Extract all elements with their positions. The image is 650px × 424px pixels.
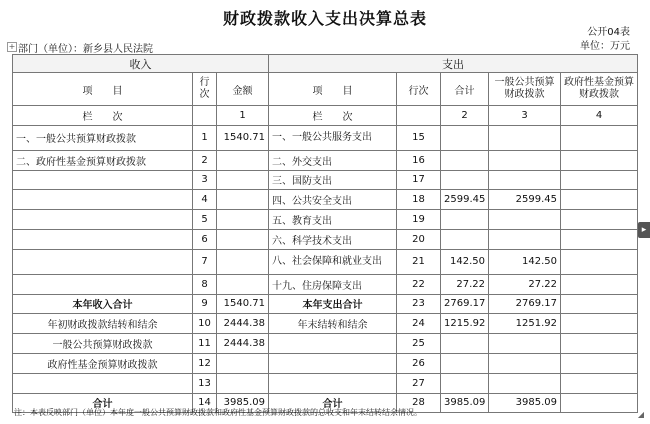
table-row xyxy=(13,294,638,314)
expense-total xyxy=(441,334,489,354)
income-item: 年初财政拨款结转和结余 xyxy=(13,314,193,334)
income-amount: 1540.71 xyxy=(217,294,269,314)
col-index-4: 4 xyxy=(561,106,638,126)
expense-item xyxy=(269,334,397,354)
income-amount xyxy=(217,274,269,294)
general-budget-amount xyxy=(489,353,561,373)
income-rowno: 4 xyxy=(193,190,217,210)
expense-item: 五、教育支出 xyxy=(269,210,397,230)
expense-item: 四、公共安全支出 xyxy=(269,190,397,210)
col-index-1: 1 xyxy=(217,106,269,126)
income-item xyxy=(13,170,193,190)
income-rowno: 11 xyxy=(193,334,217,354)
gov-fund-amount xyxy=(561,373,638,393)
expense-item: 合计 xyxy=(269,393,397,413)
income-amount-header: 金额 xyxy=(217,73,269,106)
col-label-left: 栏 次 xyxy=(13,106,193,126)
expense-rowno: 24 xyxy=(397,314,441,334)
general-budget-amount xyxy=(489,125,561,150)
expense-item: 八、社会保障和就业支出 xyxy=(269,249,397,274)
gov-fund-amount xyxy=(561,170,638,190)
table-row xyxy=(13,314,638,334)
income-item xyxy=(13,190,193,210)
income-item-header: 项 目 xyxy=(13,73,193,106)
gov-fund-amount xyxy=(561,150,638,170)
expense-item: 六、科学技术支出 xyxy=(269,229,397,249)
expense-total-header: 合计 xyxy=(441,73,489,106)
expense-total: 2769.17 xyxy=(441,294,489,314)
table-row xyxy=(13,170,638,190)
general-budget-amount: 27.22 xyxy=(489,274,561,294)
income-amount: 2444.38 xyxy=(217,334,269,354)
income-amount: 2444.38 xyxy=(217,314,269,334)
expense-total: 2599.45 xyxy=(441,190,489,210)
income-rowno: 5 xyxy=(193,210,217,230)
expense-total xyxy=(441,150,489,170)
col-index-2: 2 xyxy=(441,106,489,126)
expense-rowno: 19 xyxy=(397,210,441,230)
income-amount xyxy=(217,373,269,393)
expense-total xyxy=(441,229,489,249)
table-row xyxy=(13,210,638,230)
general-budget-amount: 3985.09 xyxy=(489,393,561,413)
general-budget-header: 一般公共预算财政拨款 xyxy=(489,73,561,106)
column-index-row xyxy=(13,106,638,126)
income-item: 政府性基金预算财政拨款 xyxy=(13,353,193,373)
income-item: 一般公共预算财政拨款 xyxy=(13,334,193,354)
form-code: 公开04表 xyxy=(587,27,630,38)
table-row xyxy=(13,274,638,294)
general-budget-amount xyxy=(489,373,561,393)
income-rowno: 14 xyxy=(193,393,217,413)
income-amount xyxy=(217,210,269,230)
income-rowno: 1 xyxy=(193,125,217,150)
section-header-row xyxy=(13,55,638,73)
income-amount xyxy=(217,190,269,210)
meta-right xyxy=(580,26,630,54)
income-rowno: 3 xyxy=(193,170,217,190)
expense-item: 二、外交支出 xyxy=(269,150,397,170)
income-item xyxy=(13,373,193,393)
expense-rowno: 17 xyxy=(397,170,441,190)
general-budget-amount xyxy=(489,334,561,354)
expense-item-header: 项 目 xyxy=(269,73,397,106)
gov-fund-amount xyxy=(561,334,638,354)
income-rowno: 12 xyxy=(193,353,217,373)
income-amount xyxy=(217,249,269,274)
income-rowno: 2 xyxy=(193,150,217,170)
expense-rowno: 22 xyxy=(397,274,441,294)
expense-rowno: 16 xyxy=(397,150,441,170)
expense-rowno: 25 xyxy=(397,334,441,354)
expense-rowno: 28 xyxy=(397,393,441,413)
expense-total: 27.22 xyxy=(441,274,489,294)
general-budget-amount: 142.50 xyxy=(489,249,561,274)
income-amount: 3985.09 xyxy=(217,393,269,413)
gov-fund-amount xyxy=(561,274,638,294)
col-label-right: 栏 次 xyxy=(269,106,397,126)
gov-fund-header: 政府性基金预算财政拨款 xyxy=(561,73,638,106)
expense-total: 3985.09 xyxy=(441,393,489,413)
income-item: 本年收入合计 xyxy=(13,294,193,314)
table-row xyxy=(13,190,638,210)
col-index-3: 3 xyxy=(489,106,561,126)
expense-total xyxy=(441,170,489,190)
income-item: 二、政府性基金预算财政拨款 xyxy=(13,150,193,170)
expand-handle-icon[interactable]: + xyxy=(8,42,16,51)
col-index-empty xyxy=(193,106,217,126)
table-row xyxy=(13,229,638,249)
income-item xyxy=(13,229,193,249)
expense-rowno: 26 xyxy=(397,353,441,373)
side-arrow-icon[interactable]: ▸ xyxy=(638,222,650,238)
income-item: 合计 xyxy=(13,393,193,413)
report-table xyxy=(12,54,638,413)
income-item xyxy=(13,274,193,294)
unit-label: 单位：万元 xyxy=(580,41,630,52)
gov-fund-amount xyxy=(561,393,638,413)
expense-item: 本年支出合计 xyxy=(269,294,397,314)
income-rowno: 7 xyxy=(193,249,217,274)
income-rowno: 10 xyxy=(193,314,217,334)
table-row xyxy=(13,125,638,150)
expense-item xyxy=(269,353,397,373)
income-rowno: 13 xyxy=(193,373,217,393)
gov-fund-amount xyxy=(561,190,638,210)
gov-fund-amount xyxy=(561,353,638,373)
gov-fund-amount xyxy=(561,249,638,274)
table-row xyxy=(13,150,638,170)
expense-item: 三、国防支出 xyxy=(269,170,397,190)
general-budget-amount: 2599.45 xyxy=(489,190,561,210)
income-rowno: 8 xyxy=(193,274,217,294)
dept-label: 部门（单位）：新乡县人民法院 xyxy=(18,44,153,55)
footnote: 注：本表反映部门（单位）本年度一般公共预算财政拨款和政府性基金预算财政拨款的总收支和年末结转结余情况。 xyxy=(14,408,422,417)
expense-item: 一、一般公共服务支出 xyxy=(269,125,397,150)
table-row xyxy=(13,249,638,274)
expense-total: 142.50 xyxy=(441,249,489,274)
income-amount: 1540.71 xyxy=(217,125,269,150)
income-rowno-header: 行次 xyxy=(193,73,217,106)
gov-fund-amount xyxy=(561,125,638,150)
expense-rowno: 18 xyxy=(397,190,441,210)
gov-fund-amount xyxy=(561,229,638,249)
income-rowno: 9 xyxy=(193,294,217,314)
income-item xyxy=(13,249,193,274)
expense-total xyxy=(441,373,489,393)
table-row xyxy=(13,334,638,354)
page-title: 财政拨款收入支出决算总表 xyxy=(222,9,427,28)
expense-rowno: 21 xyxy=(397,249,441,274)
general-budget-amount xyxy=(489,170,561,190)
table-row xyxy=(13,373,638,393)
expense-rowno: 20 xyxy=(397,229,441,249)
expense-total xyxy=(441,125,489,150)
income-section: 收入 xyxy=(13,55,269,73)
expense-rowno: 27 xyxy=(397,373,441,393)
expense-total: 1215.92 xyxy=(441,314,489,334)
expense-section: 支出 xyxy=(269,55,638,73)
resize-corner-icon[interactable]: ◢ xyxy=(637,410,645,419)
income-amount xyxy=(217,229,269,249)
expense-total xyxy=(441,210,489,230)
income-rowno: 6 xyxy=(193,229,217,249)
column-header-row xyxy=(13,73,638,106)
gov-fund-amount xyxy=(561,294,638,314)
income-amount xyxy=(217,150,269,170)
general-budget-amount xyxy=(489,150,561,170)
gov-fund-amount xyxy=(561,314,638,334)
income-amount xyxy=(217,353,269,373)
income-item: 一、一般公共预算财政拨款 xyxy=(13,125,193,150)
general-budget-amount xyxy=(489,210,561,230)
general-budget-amount: 2769.17 xyxy=(489,294,561,314)
expense-rowno-header: 行次 xyxy=(397,73,441,106)
expense-item: 年末结转和结余 xyxy=(269,314,397,334)
expense-total xyxy=(441,353,489,373)
expense-item xyxy=(269,373,397,393)
general-budget-amount xyxy=(489,229,561,249)
general-budget-amount: 1251.92 xyxy=(489,314,561,334)
income-amount xyxy=(217,170,269,190)
gov-fund-amount xyxy=(561,210,638,230)
expense-rowno: 23 xyxy=(397,294,441,314)
income-item xyxy=(13,210,193,230)
col-index-empty xyxy=(397,106,441,126)
expense-item: 十九、住房保障支出 xyxy=(269,274,397,294)
expense-rowno: 15 xyxy=(397,125,441,150)
table-row xyxy=(13,353,638,373)
